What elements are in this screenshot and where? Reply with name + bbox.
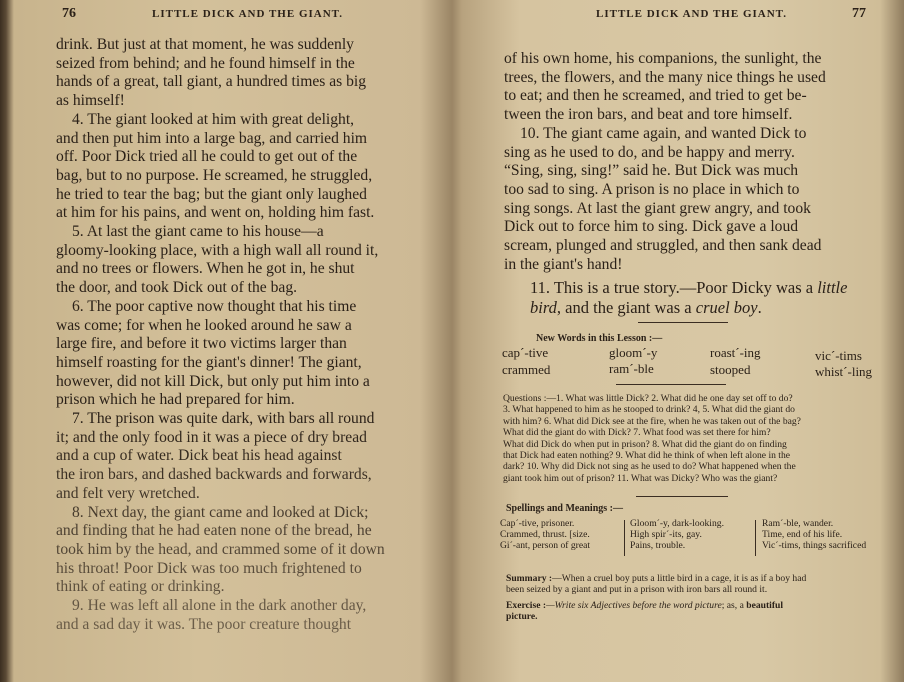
text-line: trees, the flowers, and the many nice things he used: [504, 68, 826, 86]
exercise-example: beautiful: [746, 600, 784, 611]
new-word: whist´-ling: [815, 364, 873, 379]
text-line: off. Poor Dick tried all he could to get out of the: [56, 148, 358, 166]
text-line: large fire, and before it two victims larger than: [56, 335, 347, 353]
text-line: to eat; and then he screamed, and tried to get be-: [504, 87, 807, 105]
text-line: 8. Next day, the giant came and looked at Dick;: [72, 503, 369, 521]
left-body-text: [56, 36, 385, 635]
text-line: himself roasting for the giant's dinner! The giant,: [56, 353, 362, 371]
text-line: took him by the head, and crammed some of it down: [56, 540, 385, 558]
text-line: of his own home, his companions, the sunlight, the: [504, 50, 822, 67]
text-line: tween the iron bars, and beat and tore himself.: [504, 106, 793, 124]
p11-text-f: .: [757, 298, 762, 317]
question-line: Questions :—1. What was little Dick? 2. What did he one day set off to do?: [503, 393, 793, 404]
p11-text-d: , and the giant was a: [556, 298, 696, 317]
question-line: giant took him out of prison? 11. What was Dicky? Who was the giant?: [503, 472, 778, 484]
text-line: 9. He was left all alone in the dark another day,: [72, 597, 367, 615]
text-line: sing songs. At last the giant grew angry, and took: [504, 199, 811, 217]
new-word: cap´-tive: [502, 345, 549, 360]
page-number-right: 77: [852, 6, 866, 21]
text-line: gloomy-looking place, with a high wall all round it,: [56, 241, 379, 259]
spellings-column-1: [500, 518, 590, 552]
question-line: What did the giant do with Dick? 7. What food was set there for him?: [503, 427, 771, 439]
text-line: too sad to sing. A prison is no place in which to: [504, 180, 800, 198]
text-line: sing as he used to do, and be happy and merry.: [504, 143, 795, 161]
new-word: crammed: [502, 362, 551, 377]
exercise-block: [506, 600, 783, 623]
spelling-entry: High spir´-its, gay.: [630, 529, 702, 541]
paragraph-11: [530, 278, 847, 318]
exercise-label: Exercise :: [506, 600, 547, 611]
exercise-text: ; as, a: [721, 600, 747, 611]
divider-rule: [638, 322, 728, 323]
page-number-left: 76: [62, 6, 76, 21]
text-line: and a cup of water. Dick beat his head against: [56, 447, 342, 465]
running-header-right: LITTLE DICK AND THE GIANT.: [596, 8, 787, 20]
summary-block: [506, 573, 806, 596]
left-page: [16, 0, 446, 682]
question-line: dark? 10. Why did Dick not sing as he used to do? What happened when the: [503, 461, 796, 473]
text-line: 7. The prison was quite dark, with bars all round: [72, 410, 375, 428]
text-line: and a sad day it was. The poor creature thought: [56, 615, 352, 633]
exercise-example-end: picture.: [506, 611, 538, 623]
spelling-entry: Vic´-tims, things sacrificed: [762, 540, 867, 552]
text-line: think of eating or drinking.: [56, 578, 225, 596]
text-line: and felt very wretched.: [56, 484, 200, 502]
text-line: his throat! Poor Dick was too much frightened to: [56, 559, 362, 577]
spelling-entry: Ram´-ble, wander.: [762, 518, 834, 529]
text-line: and no trees or flowers. When he got in, he shut: [56, 260, 355, 278]
text-line: bag, but to no purpose. He screamed, he struggled,: [56, 166, 373, 184]
spelling-entry: Crammed, thrust. [size.: [500, 529, 590, 541]
running-header-left: LITTLE DICK AND THE GIANT.: [152, 8, 343, 20]
new-word: stooped: [710, 362, 751, 377]
divider-rule: [636, 496, 728, 497]
spellings-column-2: [630, 518, 724, 552]
right-body-text: [504, 50, 826, 274]
new-word: vic´-tims: [815, 348, 862, 363]
new-word: ram´-ble: [609, 361, 654, 376]
question-line: 3. What happened to him as he stooped to drink? 4, 5. What did the giant do: [503, 404, 795, 416]
text-line: Dick out to force him to sing. Dick gave a loud: [504, 218, 799, 236]
text-line: scream, plunged and struggled, and then sank dead: [504, 237, 822, 255]
text-line: at him for his pains, and went on, holding him fast.: [56, 204, 375, 222]
text-line: it; and the only food in it was a piece of dry bread: [56, 428, 367, 446]
p11-italic-little: little: [817, 278, 848, 297]
text-line: hands of a great, tall giant, a hundred times as big: [56, 73, 367, 91]
new-words-title: New Words in this Lesson :—: [536, 333, 663, 344]
new-word: gloom´-y: [609, 345, 658, 360]
spelling-entry: Time, end of his life.: [762, 529, 843, 541]
spellings-column-3: [762, 518, 866, 552]
question-line: with him? 6. What did Dick see at the fire, when he was taken out of the bag?: [503, 415, 801, 427]
text-line: prison which he had prepared for him.: [56, 391, 295, 409]
new-word: roast´-ing: [710, 345, 761, 360]
text-line: was come; for when he looked around he saw a: [56, 316, 352, 334]
text-line: and finding that he had eaten none of the bread, he: [56, 522, 372, 540]
text-line: and then put him into a large bag, and carried him: [56, 129, 368, 147]
text-line: 6. The poor captive now thought that his time: [72, 297, 357, 315]
spelling-entry: Pains, trouble.: [630, 540, 686, 552]
text-line: however, did not kill Dick, but only put him into a: [56, 372, 370, 390]
text-line: the door, and took Dick out of the bag.: [56, 279, 298, 297]
spelling-entry: Cap´-tive, prisoner.: [500, 518, 575, 529]
question-line: that Dick had eaten nothing? 9. What did he think of when left alone in the: [503, 450, 791, 462]
p11-italic-bird: bird: [530, 298, 557, 317]
text-line: drink. But just at that moment, he was suddenly: [56, 36, 354, 53]
summary-line: been seized by a giant and put in a prison with iron bars all round it.: [506, 584, 768, 596]
summary-line: —When a cruel boy puts a little bird in a cage, it is as if a boy had: [552, 573, 807, 584]
spellings-grid: [500, 518, 885, 558]
text-line: 10. The giant came again, and wanted Dick to: [520, 124, 807, 142]
spelling-entry: Gloom´-y, dark-looking.: [630, 518, 724, 529]
text-line: “Sing, sing, sing!” said he. But Dick was much: [504, 162, 799, 180]
column-divider: [624, 520, 625, 556]
question-line: What did Dick do when put in prison? 8. What did the giant do on finding: [503, 438, 787, 450]
p11-italic-cruel-boy: cruel boy: [695, 298, 758, 317]
text-line: in the giant's hand!: [504, 255, 623, 273]
text-line: 5. At last the giant came to his house—a: [72, 223, 324, 241]
text-line: 4. The giant looked at him with great delight,: [72, 110, 355, 128]
text-line: he tried to tear the bag; but the giant only laughed: [56, 185, 367, 203]
text-line: the iron bars, and dashed backwards and forwards,: [56, 466, 372, 484]
column-divider: [755, 520, 756, 556]
spelling-entry: Gi´-ant, person of great: [500, 540, 591, 552]
exercise-instruction: —Write six Adjectives before the word picture: [546, 600, 722, 611]
p11-text-a: 11. This is a true story.—Poor Dicky was a: [530, 278, 818, 297]
text-line: as himself!: [56, 92, 125, 110]
questions-block: [503, 393, 801, 484]
spellings-title: Spellings and Meanings :—: [506, 503, 623, 514]
summary-label: Summary :: [506, 573, 553, 584]
divider-rule: [616, 384, 726, 385]
right-page: [470, 0, 890, 682]
text-line: seized from behind; and he found himself in the: [56, 54, 355, 72]
